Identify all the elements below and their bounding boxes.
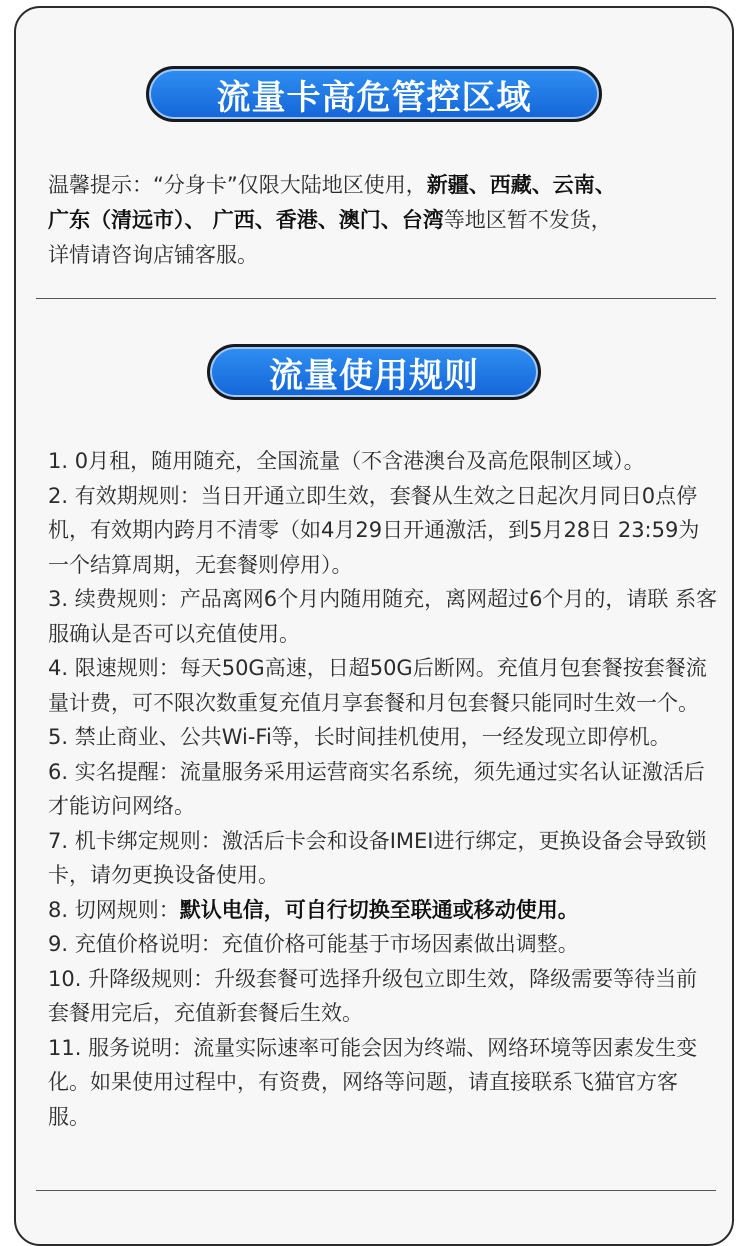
notice-regions-2: 广东（清远市）、 广西、香港、澳门、台湾 — [48, 208, 444, 232]
section-title-text: 流量卡高危管控区域 — [216, 77, 532, 118]
content-card — [14, 6, 734, 1246]
rule-item: 7. 机卡绑定规则：激活后卡会和设备IMEI进行绑定，更换设备会导致锁卡，请勿更换设备使用。 — [48, 828, 707, 887]
rule-item: 4. 限速规则：每天50G高速，日超50G后断网。充值月包套餐按套餐流量计费，可不限次数重复充值月享套餐和月包套餐只能同时生效一个。 — [48, 656, 707, 715]
rule-item — [48, 893, 718, 928]
rule-item: 1. 0月租，随用随充，全国流量（不含港澳台及高危限制区域）。 — [48, 449, 645, 473]
rule-bold: 默认电信，可自行切换至联通或移动使用。 — [179, 897, 579, 922]
section-title-text: 流量使用规则 — [269, 355, 479, 396]
notice-suffix: 等地区暂不发货， — [443, 208, 612, 232]
rule-item: 10. 升降级规则：升级套餐可选择升级包立即生效，降级需要等待当前套餐用完后，充值新套餐后生效。 — [48, 966, 698, 1025]
section-divider — [36, 1190, 716, 1191]
section-title-restricted-areas — [146, 66, 602, 122]
section-title-usage-rules — [207, 344, 541, 400]
rule-item: 3. 续费规则：产品离网6个月内随用随充，离网超过6个月的，请联 系客服确认是否可以充值使用。 — [48, 587, 718, 646]
rule-item: 6. 实名提醒：流量服务采用运营商实名系统，须先通过实名认证激活后才能访问网络。 — [48, 759, 705, 818]
rule-prefix: 8. 切网规则： — [48, 897, 180, 922]
rule-item: 9. 充值价格说明：充值价格可能基于市场因素做出调整。 — [48, 932, 579, 956]
rules-list — [48, 444, 718, 1134]
notice-regions-1: 新疆、西藏、云南、 — [426, 173, 616, 197]
rule-item: 11. 服务说明：流量实际速率可能会因为终端、网络环境等因素发生变化。如果使用过程中，有资费，网络等问题，请直接联系飞猫官方客服。 — [48, 1035, 698, 1129]
section-divider — [36, 298, 716, 299]
rule-item: 5. 禁止商业、公共Wi-Fi等，长时间挂机使用，一经发现立即停机。 — [48, 725, 671, 749]
rule-item: 2. 有效期规则：当日开通立即生效，套餐从生效之日起次月同日0点停机，有效期内跨月不清零（如4月29日开通激活，到5月28日 23:59为一个结算周期，无套餐则停用）。 — [48, 483, 700, 577]
notice-prefix: 温馨提示：“分身卡”仅限大陆地区使用， — [48, 173, 427, 197]
notice-contact: 详情请咨询店铺客服。 — [48, 243, 258, 267]
shipping-notice — [48, 168, 708, 273]
